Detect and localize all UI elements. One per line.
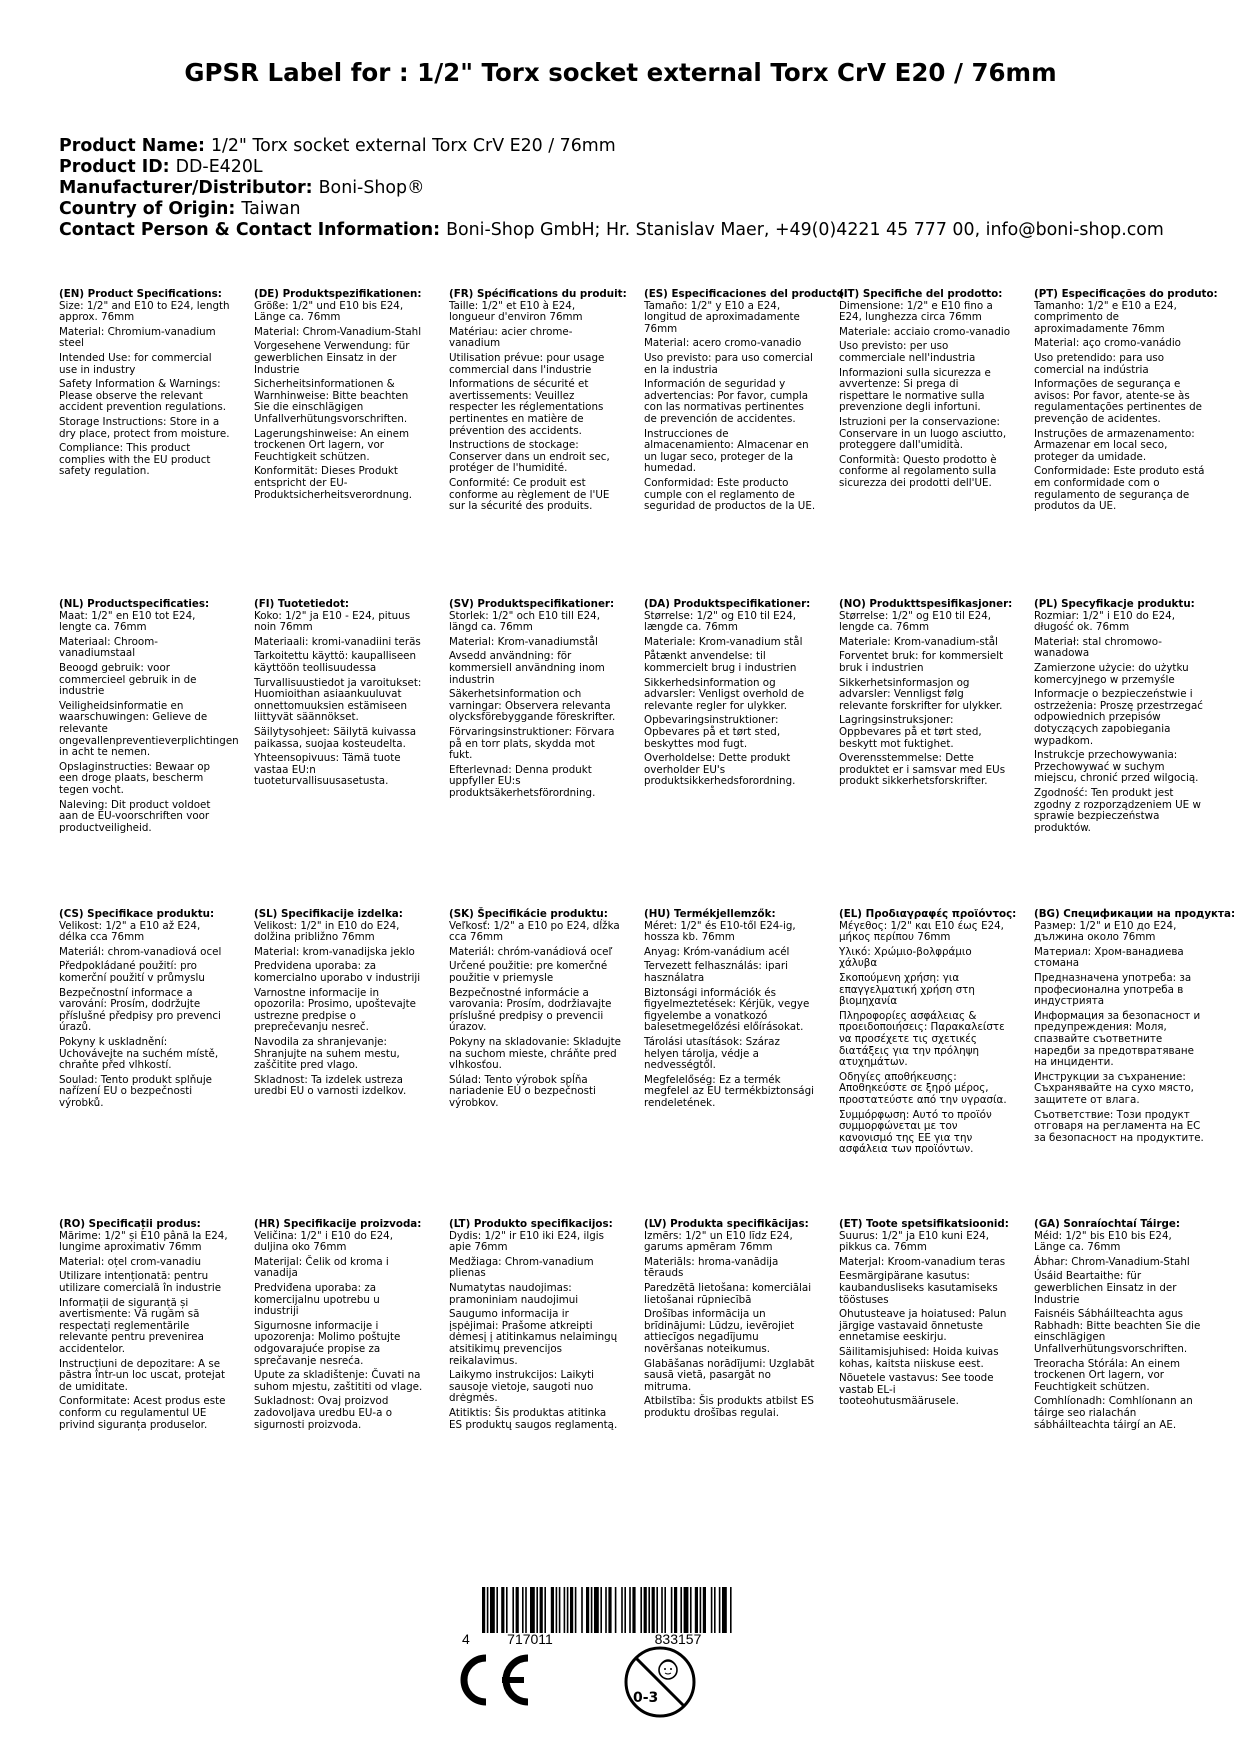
spec-block-item: Forventet bruk: for kommersielt bruk i industrien <box>839 650 1004 674</box>
spec-block-item: Nõuetele vastavus: See toode vastab EL-i tooteohutusmäärusele. <box>839 1372 994 1408</box>
spec-block-item: Saugumo informacija ir įspėjimai: Prašome atkreipti dėmesį į atitinkamus nelaimingų atsitikimų prevencijos reikalavimus. <box>449 1308 618 1367</box>
spec-block <box>254 1219 426 1434</box>
barcode-bar <box>490 1587 495 1633</box>
spec-block-item: Materiál: chróm-vanádiová oceľ <box>449 945 613 958</box>
spec-block-heading: (BG) Спецификации на продукта: <box>1034 908 1236 920</box>
spec-block-item: Matériau: acier chrome-vanadium <box>449 325 573 350</box>
barcode-digits: 717011 <box>507 1631 553 1645</box>
barcode-bar <box>719 1587 721 1633</box>
spec-block-heading: (DA) Produktspecifikationer: <box>644 598 811 610</box>
barcode-bar <box>684 1587 689 1633</box>
barcode-bar <box>632 1587 635 1633</box>
spec-block-item: Materjal: Kroom-vanadium teras <box>839 1255 1006 1268</box>
spec-block-item: Συμμόρφωση: Αυτό το προϊόν συμμορφώνεται με τον κανονισμό της ΕΕ για την ασφάλεια των προϊόντων. <box>839 1108 992 1156</box>
spec-block-item: Materijal: Čelik od kroma i vanadija <box>254 1255 389 1280</box>
spec-block-item: Información de seguridad y advertencias: Por favor, cumpla con las normativas pertinentes de prevención de accidentes. <box>644 378 809 425</box>
barcode-bar <box>722 1587 727 1633</box>
spec-block-item: Σκοπούμενη χρήση: για επαγγελματική χρήση στη βιομηχανία <box>839 971 975 1008</box>
spec-block <box>449 1219 621 1434</box>
spec-block-heading: (LT) Produkto specifikacijos: <box>449 1218 613 1230</box>
not-for-children-0-3-icon <box>622 1644 698 1720</box>
spec-block-item: Veličina: 1/2" i E10 do E24, duljina oko 76mm <box>254 1229 393 1254</box>
product-id-row <box>59 157 1164 178</box>
spec-block <box>644 288 848 516</box>
spec-block-item: Uso previsto: per uso commerciale nell'industria <box>839 340 976 364</box>
spec-block-item: Säilytysohjeet: Säilytä kuivassa paikassa, suojaa kosteudelta. <box>254 725 417 750</box>
barcode-bar <box>629 1587 631 1633</box>
barcode-bar <box>621 1587 623 1633</box>
spec-block-item: Materiał: stal chromowo-wanadowa <box>1034 635 1162 660</box>
spec-block <box>644 1219 816 1423</box>
spec-block-item: Naleving: Dit product voldoet aan de EU-voorschriften voor productveiligheid. <box>59 798 211 834</box>
spec-block-item: Tarkoitettu käyttö: kaupalliseen käyttöön teollisuudessa <box>254 650 417 674</box>
spec-block-item: Istruzioni per la conservazione: Conservare in un luogo asciutto, proteggere dall'umidità. <box>839 415 1007 452</box>
spec-block-item: Yhteensopivuus: Tämä tuote vastaa EU:n tuoteturvallisuusasetusta. <box>254 752 401 788</box>
spec-block-item: Sicherheitsinformationen & Warnhinweise: Bitte beachten Sie die einschlägigen Unfallverhütungsvorschriften. <box>254 378 409 425</box>
spec-block-item: Predviđena uporaba: za komercijalnu upotrebu u industriji <box>254 1281 380 1318</box>
spec-block-item: Velikost: 1/2" in E10 do E24, dolžina približno 76mm <box>254 919 400 944</box>
barcode-bar <box>540 1587 543 1633</box>
barcode-bar <box>600 1587 602 1633</box>
barcode-bar <box>525 1587 527 1633</box>
spec-block-item: Izmērs: 1/2" un E10 līdz E24, garums apmēram 76mm <box>644 1229 793 1254</box>
spec-block-item: Größe: 1/2" und E10 bis E24, Länge ca. 76mm <box>254 299 404 324</box>
barcode-bar <box>501 1587 504 1633</box>
spec-block-item: Størrelse: 1/2" og E10 til E24, lengde ca. 76mm <box>839 609 992 634</box>
spec-block-heading: (IT) Specifiche del prodotto: <box>839 288 1003 300</box>
spec-block-heading: (FI) Tuotetiedot: <box>254 598 349 610</box>
spec-block-item: Beoogd gebruik: voor commercieel gebruik in de industrie <box>59 661 197 698</box>
country-of-origin-row <box>59 199 1164 220</box>
barcode-bar <box>487 1587 489 1633</box>
spec-block-item: Material: oțel crom-vanadiu <box>59 1255 201 1268</box>
spec-block-item: Eesmärgipärane kasutus: kaubandusliseks kasutamiseks tööstuses <box>839 1270 998 1306</box>
barcode-bar <box>591 1587 593 1633</box>
spec-block-item: Medžiaga: Chrom-vanadium plienas <box>449 1255 594 1280</box>
spec-block-item: Veiligheidsinformatie en waarschuwingen: Gelieve de relevante ongevallenpreventieverplichtingen in acht te nemen. <box>59 699 239 759</box>
barcode-bar <box>690 1587 692 1633</box>
spec-block-item: Pokyny k uskladnění: Uchovávejte na suchém místě, chraňte před vlhkostí. <box>59 1035 219 1072</box>
spec-block-item: Lagringsinstruksjoner: Oppbevares på et tørt sted, beskytt mot fuktighet. <box>839 714 982 750</box>
spec-block-heading: (SL) Specifikacije izdelka: <box>254 908 403 920</box>
spec-block-item: Storage Instructions: Store in a dry place, protect from moisture. <box>59 415 230 440</box>
manufacturer-row <box>59 178 1164 199</box>
spec-block-item: Utilisation prévue: pour usage commercial dans l'industrie <box>449 351 605 376</box>
spec-block-item: Atbilstība: Šis produkts atbilst ES produktu drošības regulai. <box>644 1395 814 1419</box>
spec-block-heading: (DE) Produktspezifikationen: <box>254 288 422 300</box>
barcode-bar <box>648 1587 650 1633</box>
spec-block-item: Инструкции за съхранение: Съхранявайте на сухо място, защитете от влага. <box>1034 1070 1194 1106</box>
spec-block-item: Ábhar: Chrom-Vanadium-Stahl <box>1034 1255 1190 1268</box>
spec-block-item: Säilitamisjuhised: Hoida kuivas kohas, kaitsta niiskuse eest. <box>839 1345 999 1370</box>
spec-block-item: Zgodność: Ten produkt jest zgodny z rozporządzeniem UE w sprawie bezpieczeństwa produktów. <box>1034 786 1201 834</box>
barcode-icon <box>460 1587 740 1645</box>
spec-block-item: Treoracha Stórála: An einem trockenen Ort lagern, vor Feuchtigkeit schützen. <box>1034 1357 1180 1393</box>
spec-block-item: Conformidad: Este producto cumple con el reglamento de seguridad de productos de la UE. <box>644 476 816 513</box>
spec-block-item: Biztonsági információk és figyelmeztetések: Kérjük, vegye figyelembe a vonatkozó balesetmegelőzési előírásokat. <box>644 986 810 1034</box>
spec-block-item: Πληροφορίες ασφάλειας & προειδοποιήσεις: Παρακαλείστε να προσέχετε τις σχετικές διατάξεις για την πρόληψη ατυχημάτων. <box>839 1009 1005 1069</box>
barcode-bar <box>605 1587 607 1633</box>
spec-block-heading: (HU) Termékjellemzők: <box>644 908 776 920</box>
barcode-bar <box>556 1587 558 1633</box>
barcode-bar <box>482 1587 485 1633</box>
spec-block-item: Opbevaringsinstruktioner: Opbevares på et tørt sted, beskyttes mod fugt. <box>644 714 781 750</box>
product-info <box>59 136 1164 241</box>
contact-value: Boni-Shop GmbH; Hr. Stanislav Maer, +49(0)4221 45 777 00, info@boni-shop.com <box>446 220 1164 240</box>
spec-block-item: Informații de siguranță și avertismente: Vă rugăm să respectați reglementările relevante pentru prevenirea accidentelor. <box>59 1296 204 1355</box>
spec-block-item: Υλικό: Χρώμιο-βολφράμιο χάλυβα <box>839 945 972 970</box>
spec-block-item: Материал: Хром-ванадиева стомана <box>1034 945 1184 970</box>
spec-block-item: Mărime: 1/2" și E10 până la E24, lungime aproximativ 76mm <box>59 1229 228 1254</box>
spec-block-item: Informacje o bezpieczeństwie i ostrzeżenia: Proszę przestrzegać odpowiednich przepisów dotyczących zapobiegania wypadkom. <box>1034 688 1203 747</box>
spec-block-item: Conformité: Ce produit est conforme au règlement de l'UE sur la sécurité des produits. <box>449 476 610 513</box>
spec-block-item: Navodila za shranjevanje: Shranjujte na suhem mestu, zaščitite pred vlago. <box>254 1035 400 1072</box>
spec-block-heading: (EL) Προδιαγραφές προϊόντος: <box>839 908 1017 920</box>
barcode-bar <box>570 1587 573 1633</box>
spec-block-item: Materiaali: kromi-vanadiini teräs <box>254 635 421 648</box>
barcode-bar <box>536 1587 538 1633</box>
spec-block-item: Информация за безопасност и предупреждения: Моля, спазвайте съответните наредби за предотвратяване на инциденти. <box>1034 1009 1201 1069</box>
barcode-digits: 833157 <box>654 1631 702 1645</box>
barcode-bar <box>730 1587 732 1633</box>
spec-block-item: Sikkerhetsinformasjon og advarsler: Vennligst følg relevante forskrifter for ulykker. <box>839 676 1003 712</box>
spec-block-item: Uso pretendido: para uso comercial na indústria <box>1034 351 1165 376</box>
spec-block-item: Størrelse: 1/2" og E10 til E24, længde ca. 76mm <box>644 609 797 634</box>
age-range-label: 0-3 <box>633 1690 659 1706</box>
spec-block-item: Suurus: 1/2" ja E10 kuni E24, pikkus ca. 76mm <box>839 1229 990 1254</box>
spec-block <box>449 599 621 803</box>
spec-block-item: Förvaringsinstruktioner: Förvara på en torr plats, skydda mot fukt. <box>449 725 615 762</box>
spec-block-item: Material: Chromium-vanadium steel <box>59 325 216 350</box>
spec-block <box>254 289 426 504</box>
spec-block-item: Materiāls: hroma-vanādija tērauds <box>644 1255 779 1280</box>
spec-block <box>59 289 231 481</box>
spec-block-heading: (RO) Specificații produs: <box>59 1218 201 1230</box>
manufacturer-label: Manufacturer/Distributor: <box>59 178 313 198</box>
spec-block-heading: (GA) Sonraíochtaí Táirge: <box>1034 1218 1181 1230</box>
spec-block-item: Instructions de stockage: Conserver dans un endroit sec, protéger de l'humidité. <box>449 439 610 475</box>
spec-block-item: Pokyny na skladovanie: Skladujte na suchom mieste, chráňte pred vlhkosťou. <box>449 1035 621 1072</box>
product-name-row <box>59 136 1164 157</box>
spec-block-item: Skladnost: Ta izdelek ustreza uredbi EU o varnosti izdelkov. <box>254 1073 407 1098</box>
spec-block-item: Overholdelse: Dette produkt overholder EU's produktsikkerhedsforordning. <box>644 752 796 788</box>
product-id-label: Product ID: <box>59 157 170 177</box>
spec-block-item: Предназначена употреба: за професионална употреба в индустрията <box>1034 971 1192 1008</box>
spec-block-item: Zamierzone użycie: do użytku komercyjnego w przemyśle <box>1034 661 1189 686</box>
contact-row <box>59 220 1164 241</box>
spec-block-heading: (PT) Especificações do produto: <box>1034 288 1218 300</box>
spec-block-item: Varnostne informacije in opozorila: Prosimo, upoštevajte ustrezne predpise o preprečevanju nesreč. <box>254 986 417 1034</box>
spec-block-item: Veľkosť: 1/2" a E10 po E24, dĺžka cca 76mm <box>449 919 620 944</box>
barcode-bar <box>695 1587 698 1633</box>
spec-block <box>59 1219 231 1434</box>
spec-block-item: Размер: 1/2" и E10 до E24, дължина около 76mm <box>1034 919 1177 944</box>
barcode-bar <box>680 1587 682 1633</box>
spec-block <box>59 909 231 1113</box>
spec-block-item: Lagerungshinweise: An einem trockenen Ort lagern, vor Feuchtigkeit schützen. <box>254 427 410 463</box>
country-of-origin-label: Country of Origin: <box>59 199 236 219</box>
spec-block-item: Taille: 1/2" et E10 à E24, longueur d'environ 76mm <box>449 299 583 324</box>
spec-block-item: Upute za skladištenje: Čuvati na suhom mjestu, zaštititi od vlage. <box>254 1369 423 1393</box>
spec-block-item: Tárolási utasítások: Száraz helyen tárolja, védje a nedvességtől. <box>644 1035 780 1072</box>
barcode-bar <box>530 1587 535 1633</box>
spec-block-item: Súlad: Tento výrobok spĺňa nariadenie EÚ o bezpečnosti výrobkov. <box>449 1073 596 1109</box>
spec-block-item: Předpokládané použití: pro komerční použití v průmyslu <box>59 960 205 984</box>
barcode-bar <box>564 1587 566 1633</box>
barcode-bar <box>544 1587 546 1633</box>
barcode-digits: 4 <box>462 1631 470 1645</box>
spec-block-item: Οδηγίες αποθήκευσης: Αποθηκεύστε σε ξηρό μέρος, προστατεύστε από την υγρασία. <box>839 1070 1007 1106</box>
barcode-bar <box>711 1587 713 1633</box>
spec-block-item: Méid: 1/2" bis E10 bis E24, Länge ca. 76mm <box>1034 1229 1172 1254</box>
spec-block-item: Informations de sécurité et avertissements: Veuillez respecter les réglementations pertinentes en matière de prévention des accidents. <box>449 378 604 437</box>
barcode-bar <box>640 1587 642 1633</box>
spec-block-heading: (HR) Specifikacije proizvoda: <box>254 1218 422 1230</box>
spec-block-heading: (EN) Product Specifications: <box>59 288 222 300</box>
spec-block <box>644 599 816 791</box>
spec-block <box>1034 599 1206 837</box>
spec-block-item: Bezpečnostné informácie a varovania: Prosím, dodržiavajte príslušné predpisy o prevencii úrazov. <box>449 986 612 1034</box>
barcode-bar <box>700 1587 702 1633</box>
spec-block <box>644 909 816 1113</box>
spec-block-item: Dydis: 1/2" ir E10 iki E24, ilgis apie 76mm <box>449 1229 604 1254</box>
spec-block-heading: (FR) Spécifications du produit: <box>449 288 627 300</box>
spec-block-heading: (CS) Specifikace produktu: <box>59 908 215 920</box>
spec-block <box>59 598 239 837</box>
spec-block <box>839 289 1011 493</box>
barcode-bar <box>608 1587 611 1633</box>
spec-block-item: Tamanho: 1/2" e E10 a E24, comprimento de aproximadamente 76mm <box>1034 299 1177 335</box>
barcode-bar <box>652 1587 655 1633</box>
spec-block-item: Material: krom-vanadijska jeklo <box>254 945 415 958</box>
spec-block-item: Säkerhetsinformation och varningar: Observera relevanta olycksförebyggande föreskrifter. <box>449 688 616 724</box>
spec-block-item: Material: aço cromo-vanádio <box>1034 337 1181 350</box>
spec-block <box>449 909 621 1113</box>
spec-block-item: Opslaginstructies: Bewaar op een droge plaats, bescherm tegen vocht. <box>59 760 211 796</box>
spec-block-item: Ohutusteave ja hoiatused: Palun järgige vastavaid õnnetuste ennetamise eeskirju. <box>839 1308 1007 1344</box>
spec-block-item: Vorgesehene Verwendung: für gewerblichen Einsatz in der Industrie <box>254 340 410 376</box>
spec-block-item: Instrucțiuni de depozitare: A se păstra într-un loc uscat, protejat de umiditate. <box>59 1357 226 1393</box>
spec-block <box>1034 908 1236 1147</box>
spec-block-item: Overensstemmelse: Dette produktet er i samsvar med EUs produkt sikkerhetsforskrifter. <box>839 752 1006 788</box>
spec-block-item: Atitiktis: Šis produktas atitinka ES produktų saugos reglamentą. <box>449 1406 618 1431</box>
barcode-bar <box>624 1587 626 1633</box>
spec-block <box>449 288 627 516</box>
spec-block <box>1034 1219 1206 1434</box>
barcode-bar <box>506 1587 508 1633</box>
spec-block-item: Compliance: This product complies with the EU product safety regulation. <box>59 442 211 478</box>
spec-block-item: Anyag: Króm-vanádium acél <box>644 945 790 958</box>
ean-barcode <box>460 1587 740 1649</box>
spec-block-heading: (NO) Produkttspesifikasjoner: <box>839 598 1013 610</box>
spec-block-item: Efterlevnad: Denna produkt uppfyller EU:s produktsäkerhetsförordning. <box>449 763 596 799</box>
barcode-bar <box>522 1587 524 1633</box>
spec-block-item: Numatytas naudojimas: pramoniniam naudojimui <box>449 1281 579 1306</box>
spec-block-item: Material: Chrom-Vanadium-Stahl <box>254 325 422 338</box>
barcode-bar <box>656 1587 658 1633</box>
barcode-bar <box>559 1587 561 1633</box>
barcode-bar <box>567 1587 569 1633</box>
spec-block-item: Informazioni sulla sicurezza e avvertenze: Si prega di rispettare le normative sulla prevenzione degli infortuni. <box>839 366 991 414</box>
spec-block-item: Materiale: Krom-vanadium-stål <box>839 635 998 648</box>
spec-block-item: Conformitate: Acest produs este conform cu regulamentul UE privind siguranța produselor. <box>59 1395 226 1431</box>
barcode-bar <box>512 1587 514 1633</box>
spec-block-item: Glabāšanas norādījumi: Uzglabāt sausā vietā, pasargāt no mitruma. <box>644 1357 815 1393</box>
product-name-value: 1/2" Torx socket external Torx CrV E20 / 76mm <box>210 136 616 156</box>
spec-block-heading: (LV) Produkta specifikācijas: <box>644 1218 809 1230</box>
spec-block-item: Tamaño: 1/2" y E10 a E24, longitud de aproximadamente 76mm <box>644 299 800 335</box>
spec-block-item: Conformidade: Este produto está em conformidade com o regulamento de segurança de produtos da UE. <box>1034 465 1205 513</box>
barcode-bar <box>615 1587 617 1633</box>
spec-block-item: Megfelelőség: Ez a termék megfelel az EU termékbiztonsági rendeletének. <box>644 1073 814 1109</box>
barcode-bar <box>516 1587 519 1633</box>
spec-block-item: Faisnéis Sábháilteachta agus Rabhadh: Bitte beachten Sie die einschlägigen Unfallverhütungsvorschriften. <box>1034 1308 1201 1355</box>
spec-block-item: Bezpečnostní informace a varování: Prosím, dodržujte příslušné předpisy pro prevenci úrazů. <box>59 986 221 1034</box>
spec-block-item: Méret: 1/2" és E10-től E24-ig, hossza kb. 76mm <box>644 919 796 944</box>
barcode-bar <box>496 1587 498 1633</box>
spec-block-heading: (ET) Toote spetsifikatsioonid: <box>839 1218 1009 1230</box>
barcode-bar <box>575 1587 577 1633</box>
spec-block-heading: (ES) Especificaciones del producto: <box>644 288 848 300</box>
spec-block-heading: (NL) Productspecificaties: <box>59 598 210 610</box>
barcode-bar <box>674 1587 677 1633</box>
barcode-bar <box>644 1587 647 1633</box>
spec-block-item: Sigurnosne informacije i upozorenja: Molimo poštujte odgovarajuće propise za sprečavanje nesreća. <box>254 1319 401 1367</box>
spec-block <box>254 599 426 791</box>
spec-block-item: Utilizare intenționată: pentru utilizare comercială în industrie <box>59 1270 222 1294</box>
barcode-bar <box>703 1587 706 1633</box>
spec-block-item: Påtænkt anvendelse: til kommercielt brug i industrien <box>644 650 797 674</box>
spec-block-item: Sikkerhedsinformation og advarsler: Venligst overhold de relevante regler for ulykker. <box>644 676 805 712</box>
barcode-bar <box>671 1587 673 1633</box>
spec-block-item: Storlek: 1/2" och E10 till E24, längd ca. 76mm <box>449 609 601 634</box>
barcode-bar <box>586 1587 589 1633</box>
spec-block-item: Maat: 1/2" en E10 tot E24, lengte ca. 76mm <box>59 609 196 634</box>
spec-block-item: Dimensione: 1/2" e E10 fino a E24, lunghezza circa 76mm <box>839 299 993 324</box>
spec-block-item: Určené použitie: pre komerčné použitie v priemysle <box>449 960 608 984</box>
spec-block-item: Instrukcje przechowywania: Przechowywać w suchym miejscu, chronić przed wilgocią. <box>1034 749 1199 785</box>
spec-block-item: Velikost: 1/2" a E10 až E24, délka cca 76mm <box>59 919 201 944</box>
barcode-bar <box>594 1587 599 1633</box>
spec-block-item: Materiál: chrom-vanadiová ocel <box>59 945 222 958</box>
spec-block-item: Instruções de armazenamento: Armazenar em local seco, proteger da umidade. <box>1034 427 1195 463</box>
spec-block-item: Paredzētā lietošana: komerciālai lietošanai rūpniecībā <box>644 1281 812 1306</box>
spec-block <box>839 599 1011 791</box>
spec-block-item: Instrucciones de almacenamiento: Almacenar en un lugar seco, proteger de la humedad. <box>644 427 809 475</box>
spec-block-item: Uso previsto: para uso comercial en la industria <box>644 351 813 376</box>
spec-block-item: Avsedd användning: för kommersiell användning inom industrin <box>449 650 605 686</box>
barcode-bar <box>714 1587 716 1633</box>
country-of-origin-value: Taiwan <box>241 199 301 219</box>
spec-block-item: Sukladnost: Ovaj proizvod zadovoljava uredbu EU-a o sigurnosti proizvoda. <box>254 1395 393 1431</box>
spec-block-item: Conformità: Questo prodotto è conforme al regolamento sulla sicurezza dei prodotti dell'UE. <box>839 453 997 489</box>
product-name-label: Product Name: <box>59 136 205 156</box>
spec-block-item: Turvallisuustiedot ja varoitukset: Huomioithan asiaankuuluvat onnettomuuksien estämiseen liittyvät säännökset. <box>254 676 422 724</box>
spec-block-item: Materiale: acciaio cromo-vanadio <box>839 325 1011 338</box>
spec-block-item: Comhlíonadh: Comhlíonann an táirge seo rialachán sábháilteachta táirgí an AE. <box>1034 1395 1193 1431</box>
product-id-value: DD-E420L <box>175 157 263 177</box>
age-warning-mark <box>622 1644 698 1724</box>
barcode-bar <box>664 1587 666 1633</box>
spec-block-item: Safety Information & Warnings: Please observe the relevant accident prevention regulations. <box>59 378 226 414</box>
spec-block <box>839 908 1017 1159</box>
spec-block-item: Material: Krom-vanadiumstål <box>449 635 598 648</box>
spec-block-heading: (SK) Špecifikácie produktu: <box>449 908 608 920</box>
spec-block-item: Materiaal: Chroom-vanadiumstaal <box>59 635 158 660</box>
spec-block-heading: (SV) Produktspecifikationer: <box>449 598 615 610</box>
spec-block-item: Μέγεθος: 1/2" και E10 έως E24, μήκος περίπου 76mm <box>839 919 1004 944</box>
spec-block-item: Úsáid Beartaithe: für gewerblichen Einsatz in der Industrie <box>1034 1270 1177 1306</box>
barcode-bar <box>661 1587 663 1633</box>
spec-block-item: Drošības informācija un brīdinājumi: Lūdzu, ievērojiet attiecīgos negadījumu novēršanas noteikumus. <box>644 1308 795 1355</box>
spec-block-item: Soulad: Tento produkt splňuje nařízení EU o bezpečnosti výrobků. <box>59 1073 213 1109</box>
ce-mark <box>450 1652 532 1712</box>
spec-block-item: Tervezett felhasználás: ipari használatra <box>644 960 788 984</box>
spec-block-item: Informações de segurança e avisos: Por favor, atente-se às regulamentações pertinentes de prevenção de acidentes. <box>1034 378 1203 425</box>
spec-block-item: Size: 1/2" and E10 to E24, length approx. 76mm <box>59 299 230 324</box>
spec-block-item: Intended Use: for commercial use in industry <box>59 351 212 376</box>
label-title: GPSR Label for : 1/2" Torx socket external Torx CrV E20 / 76mm <box>184 58 1057 87</box>
ce-mark-icon <box>450 1652 532 1708</box>
spec-block-item: Konformität: Dieses Produkt entspricht der EU-Produktsicherheitsverordnung. <box>254 465 413 501</box>
spec-block <box>1034 288 1218 516</box>
spec-block-item: Predvidena uporaba: za komercialno uporabo v industriji <box>254 960 421 984</box>
spec-block-heading: (PL) Specyfikacje produktu: <box>1034 598 1195 610</box>
manufacturer-value: Boni-Shop® <box>318 178 425 198</box>
spec-block-item: Rozmiar: 1/2" i E10 do E24, długość ok. 76mm <box>1034 609 1175 634</box>
spec-block-item: Laikymo instrukcijos: Laikyti sausoje vietoje, saugoti nuo drėgmės. <box>449 1369 594 1405</box>
spec-block-item: Koko: 1/2" ja E10 - E24, pituus noin 76mm <box>254 609 411 634</box>
spec-block-item: Material: acero cromo-vanadio <box>644 337 802 350</box>
contact-label: Contact Person & Contact Information: <box>59 220 441 240</box>
barcode-bar <box>581 1587 583 1633</box>
spec-block <box>254 909 426 1101</box>
barcode-bar <box>551 1587 554 1633</box>
spec-block-item: Materiale: Krom-vanadium stål <box>644 635 803 648</box>
spec-block <box>839 1219 1011 1411</box>
spec-block-item: Съответствие: Този продукт отговаря на регламента на ЕС за безопасност на продуктите. <box>1034 1108 1204 1144</box>
